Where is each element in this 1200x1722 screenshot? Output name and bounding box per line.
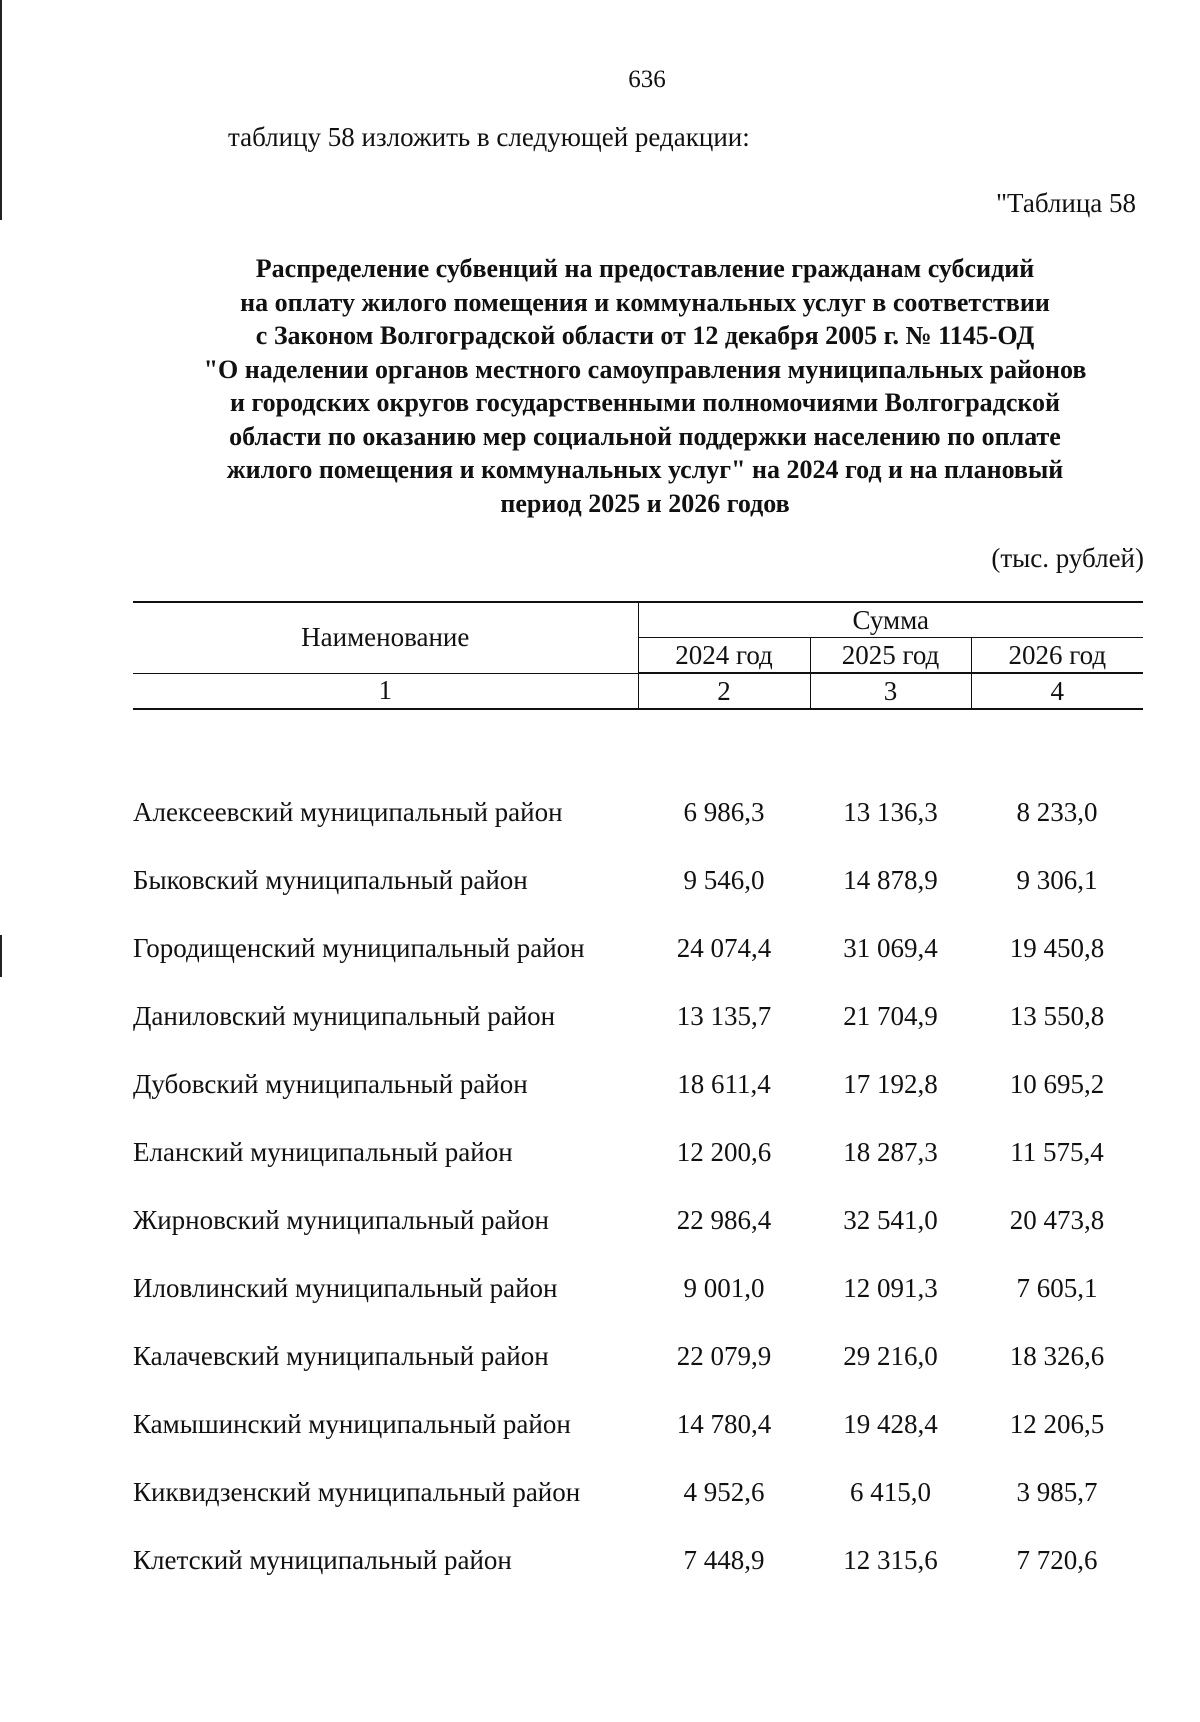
value-2024: 18 611,4 bbox=[677, 1068, 771, 1099]
table-row bbox=[133, 778, 1143, 846]
table-row bbox=[133, 1118, 1143, 1186]
subsidy-table bbox=[133, 601, 1143, 1594]
value-2024: 13 135,7 bbox=[676, 1000, 772, 1031]
value-2026: 8 233,0 bbox=[1016, 796, 1098, 827]
heading-line: с Законом Волгоградской области от 12 декабря 2005 г. № 1145-ОД bbox=[255, 321, 1035, 350]
value-2025: 31 069,4 bbox=[843, 932, 938, 963]
value-2026: 19 450,8 bbox=[1009, 932, 1105, 963]
row-name: Камышинский муниципальный район bbox=[133, 1408, 571, 1439]
header-year-2024: 2024 год bbox=[638, 638, 810, 674]
value-2026: 20 473,8 bbox=[1009, 1204, 1105, 1235]
table-spacer bbox=[133, 709, 1143, 778]
value-2025: 29 216,0 bbox=[843, 1340, 938, 1371]
row-name: Городищенский муниципальный район bbox=[133, 932, 585, 963]
value-2026: 18 326,6 bbox=[1009, 1340, 1105, 1371]
value-2026: 7 605,1 bbox=[1016, 1272, 1098, 1303]
row-name: Клетский муниципальный район bbox=[133, 1544, 512, 1575]
table-heading bbox=[150, 252, 1140, 520]
heading-line: "О наделении органов местного самоуправления муниципальных районов bbox=[203, 354, 1087, 384]
heading-line: на оплату жилого помещения и коммунальных услуг в соответствии bbox=[240, 287, 1050, 317]
row-name: Жирновский муниципальный район bbox=[133, 1204, 549, 1235]
table-label: "Таблица 58 bbox=[996, 188, 1136, 218]
table-row bbox=[133, 1526, 1143, 1594]
value-2025: 12 315,6 bbox=[843, 1544, 938, 1575]
table-row bbox=[133, 914, 1143, 982]
heading-line: жилого помещения и коммунальных услуг" на 2024 год и на плановый bbox=[226, 455, 1064, 484]
value-2024: 12 200,6 bbox=[676, 1136, 772, 1167]
value-2025: 13 136,3 bbox=[843, 796, 938, 827]
value-2026: 11 575,4 bbox=[1010, 1136, 1104, 1167]
heading-line: период 2025 и 2026 годов bbox=[500, 488, 790, 518]
row-name: Быковский муниципальный район bbox=[133, 864, 528, 895]
header-year-2026: 2026 год bbox=[971, 638, 1143, 674]
table-row bbox=[133, 846, 1143, 914]
page-number: 636 bbox=[628, 66, 666, 93]
value-2024: 22 079,9 bbox=[676, 1340, 772, 1371]
heading-line: и городских округов государственными полномочиями Волгоградской bbox=[230, 388, 1060, 417]
table-row bbox=[133, 1458, 1143, 1526]
value-2026: 7 720,6 bbox=[1016, 1544, 1098, 1575]
value-2025: 17 192,8 bbox=[843, 1068, 938, 1099]
heading-line: области по оказанию мер социальной поддержки населению по оплате bbox=[229, 421, 1061, 451]
column-number: 4 bbox=[971, 673, 1143, 709]
column-number: 1 bbox=[133, 673, 638, 709]
header-name: Наименование bbox=[133, 602, 638, 673]
table-row bbox=[133, 1254, 1143, 1322]
table-row bbox=[133, 1050, 1143, 1118]
column-number: 3 bbox=[810, 673, 971, 709]
intro-text: таблицу 58 изложить в следующей редакции: bbox=[228, 122, 750, 152]
value-2026: 13 550,8 bbox=[1009, 1000, 1105, 1031]
value-2026: 12 206,5 bbox=[1009, 1408, 1105, 1439]
table-row bbox=[133, 1390, 1143, 1458]
row-name: Даниловский муниципальный район bbox=[133, 1000, 556, 1031]
value-2024: 22 986,4 bbox=[676, 1204, 772, 1235]
row-name: Киквидзенский муниципальный район bbox=[133, 1476, 581, 1507]
value-2025: 14 878,9 bbox=[843, 864, 938, 895]
row-name: Калачевский муниципальный район bbox=[133, 1340, 549, 1371]
value-2024: 14 780,4 bbox=[676, 1408, 772, 1439]
value-2025: 6 415,0 bbox=[850, 1476, 931, 1507]
value-2024: 4 952,6 bbox=[683, 1476, 765, 1507]
value-2024: 7 448,9 bbox=[683, 1544, 765, 1575]
value-2026: 3 985,7 bbox=[1016, 1476, 1098, 1507]
row-name: Еланский муниципальный район bbox=[133, 1136, 513, 1167]
header-year-2025: 2025 год bbox=[810, 638, 971, 674]
row-name: Иловлинский муниципальный район bbox=[133, 1272, 558, 1303]
value-2024: 9 001,0 bbox=[683, 1272, 765, 1303]
value-2025: 19 428,4 bbox=[843, 1408, 938, 1439]
units-label: (тыс. рублей) bbox=[991, 543, 1144, 573]
value-2024: 24 074,4 bbox=[676, 932, 772, 963]
column-number: 2 bbox=[638, 673, 810, 709]
scan-edge-mark-top bbox=[0, 0, 2, 220]
value-2025: 12 091,3 bbox=[843, 1272, 938, 1303]
row-name: Дубовский муниципальный район bbox=[133, 1068, 528, 1099]
value-2024: 9 546,0 bbox=[683, 864, 765, 895]
value-2026: 9 306,1 bbox=[1016, 864, 1098, 895]
value-2025: 21 704,9 bbox=[843, 1000, 938, 1031]
value-2025: 32 541,0 bbox=[843, 1204, 938, 1235]
table-row bbox=[133, 982, 1143, 1050]
value-2024: 6 986,3 bbox=[683, 796, 765, 827]
table-row bbox=[133, 1322, 1143, 1390]
scan-edge-mark-middle bbox=[0, 935, 2, 977]
value-2026: 10 695,2 bbox=[1009, 1068, 1105, 1099]
row-name: Алексеевский муниципальный район bbox=[133, 796, 563, 827]
heading-line: Распределение субвенций на предоставление гражданам субсидий bbox=[255, 254, 1035, 283]
header-sum: Сумма bbox=[638, 602, 1143, 638]
table-row bbox=[133, 1186, 1143, 1254]
value-2025: 18 287,3 bbox=[843, 1136, 938, 1167]
